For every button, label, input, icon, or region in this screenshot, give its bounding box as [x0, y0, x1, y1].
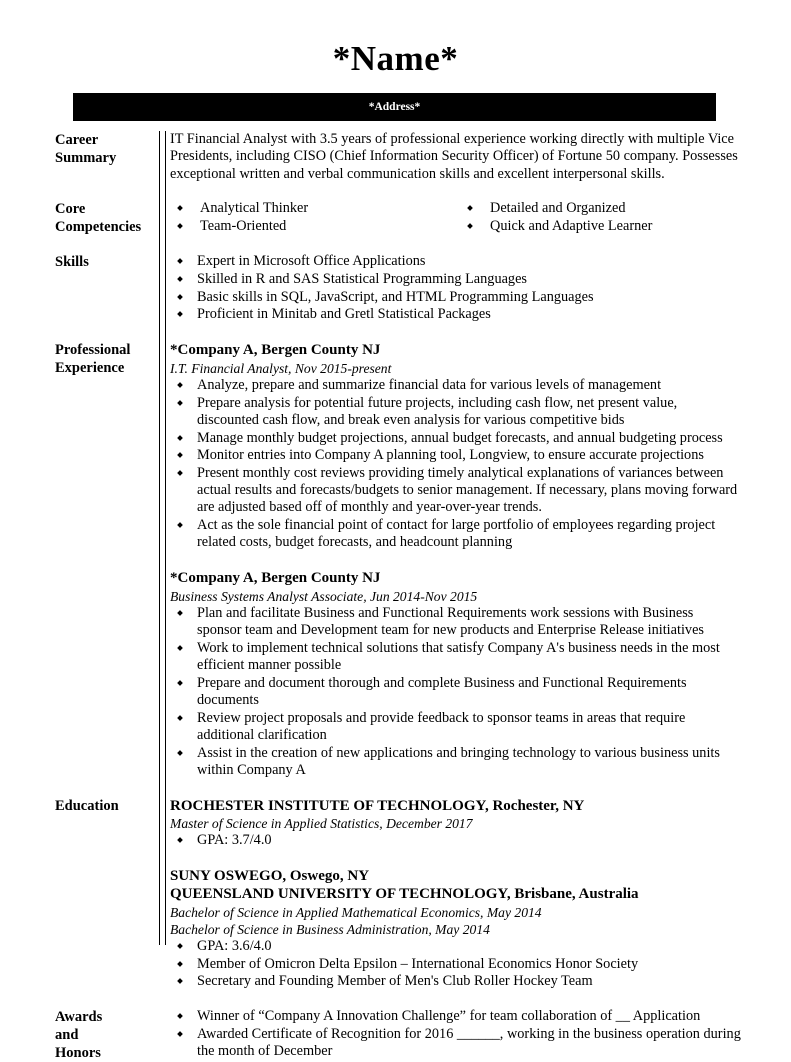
skills-content: [120, 253, 791, 324]
spacer: [170, 850, 741, 867]
list-item: Work to implement technical solutions that satisfy Company A's business needs in the most efficient manner possible: [170, 640, 741, 674]
section-skills: [0, 253, 791, 324]
list-item: Awarded Certificate of Recognition for 2016 ______, working in the business operation during the month of December: [170, 1026, 741, 1060]
list-item: Team-Oriented: [170, 218, 460, 235]
job-company: *Company A, Bergen County NJ: [170, 570, 381, 587]
core-competencies-content: [120, 200, 791, 235]
education-bullet-list: [170, 832, 741, 849]
section-education: [0, 797, 791, 991]
school-name: SUNY OSWEGO, Oswego, NY: [170, 867, 370, 884]
competencies-column-right: [460, 200, 741, 235]
school-name: ROCHESTER INSTITUTE OF TECHNOLOGY, Rochester, NY: [170, 797, 585, 814]
section-awards-and-honors: [0, 1008, 791, 1062]
list-item: Analyze, prepare and summarize financial data for various levels of management: [170, 377, 741, 394]
career-summary-text: IT Financial Analyst with 3.5 years of professional experience working directly with multiple Vice Presidents, including CISO (Chief Information Security Officer) of Fortune 50 company. Possesses exceptional written and verbal communication skills and excellent interpersonal skills.: [170, 131, 738, 182]
education-bullet-list: [170, 938, 741, 991]
section-label-skills: [0, 253, 120, 271]
competency-list-left: [170, 200, 460, 235]
awards-list: [170, 1008, 741, 1060]
school-name-secondary: QUEENSLAND UNIVERSITY OF TECHNOLOGY, Brisbane, Australia: [170, 886, 639, 903]
label-line-2: Competencies: [55, 219, 142, 236]
spacer: [0, 991, 791, 1008]
section-label-education: [0, 797, 120, 815]
address-text: *Address*: [368, 101, 421, 113]
spacer: [170, 552, 741, 569]
job-company: *Company A, Bergen County NJ: [170, 342, 381, 359]
degree-line: Bachelor of Science in Business Administration, May 2014: [170, 921, 490, 937]
label-line-1: Education: [55, 797, 119, 814]
address-banner: [73, 93, 716, 121]
section-label-awards: [0, 1008, 120, 1062]
label-line-1: Awards and: [55, 1008, 103, 1043]
job-bullet-list: [170, 377, 741, 552]
list-item: Quick and Adaptive Learner: [460, 218, 741, 235]
degree-line: Master of Science in Applied Statistics, December 2017: [170, 816, 473, 832]
job-entry: [170, 341, 741, 552]
list-item: Act as the sole financial point of contact for large portfolio of employees regarding project related costs, budget forecasts, and headcount planning: [170, 517, 741, 551]
section-label-career-summary: [0, 131, 120, 167]
competencies-columns: [170, 200, 741, 235]
degree-line: Bachelor of Science in Applied Mathematical Economics, May 2014: [170, 904, 542, 920]
label-line-2: Experience: [55, 360, 125, 377]
list-item: Monitor entries into Company A planning tool, Longview, to ensure accurate projections: [170, 447, 741, 464]
list-item: Analytical Thinker: [170, 200, 460, 217]
list-item: Proficient in Minitab and Gretl Statistical Packages: [170, 306, 741, 323]
list-item: Expert in Microsoft Office Applications: [170, 253, 741, 270]
job-entry: [170, 569, 741, 779]
competencies-column-left: [170, 200, 460, 235]
list-item: Winner of “Company A Innovation Challenge” for team collaboration of __ Application: [170, 1008, 741, 1025]
job-title-dates: I.T. Financial Analyst, Nov 2015-present: [170, 361, 392, 377]
spacer: [0, 780, 791, 797]
label-line-2: Summary: [55, 150, 117, 166]
list-item: Prepare and document thorough and complete Business and Functional Requirements documents: [170, 675, 741, 709]
resume-body: [0, 131, 791, 1062]
spacer: [0, 236, 791, 253]
list-item: GPA: 3.6/4.0: [170, 938, 741, 955]
job-title-dates: Business Systems Analyst Associate, Jun 2014-Nov 2015: [170, 589, 478, 605]
spacer: [0, 324, 791, 341]
skills-list: [170, 253, 741, 323]
label-line-1: Professional: [55, 342, 131, 359]
education-entry: [170, 797, 741, 850]
list-item: Detailed and Organized: [460, 200, 741, 217]
section-professional-experience: [0, 341, 791, 780]
competency-list-right: [460, 200, 741, 235]
spacer: [0, 183, 791, 200]
list-item: Review project proposals and provide feedback to sponsor teams in areas that require additional clarification: [170, 710, 741, 744]
section-label-professional-experience: [0, 341, 131, 377]
list-item: Member of Omicron Delta Epsilon – International Economics Honor Society: [170, 956, 741, 973]
label-line-2: Honors: [55, 1044, 101, 1061]
list-item: GPA: 3.7/4.0: [170, 832, 741, 849]
section-career-summary: [0, 131, 791, 183]
section-label-core-competencies: [0, 200, 142, 236]
awards-content: [120, 1008, 791, 1061]
list-item: Skilled in R and SAS Statistical Programming Languages: [170, 271, 741, 288]
list-item: Secretary and Founding Member of Men's Club Roller Hockey Team: [170, 973, 741, 990]
list-item: Assist in the creation of new applications and bringing technology to various business units within Company A: [170, 745, 741, 779]
list-item: Present monthly cost reviews providing timely analytical explanations of variances between actual results and forecasts/budgets to senior management. If necessary, plans moving forward are adjusted based off of monthly and year-over-year trends.: [170, 465, 741, 517]
job-bullet-list: [170, 605, 741, 779]
label-line-1: Core: [55, 201, 86, 218]
label-line-1: Career: [55, 132, 99, 148]
education-content: [120, 797, 791, 991]
professional-experience-content: [120, 341, 791, 780]
page-title: *Name*: [332, 39, 459, 78]
section-core-competencies: [0, 200, 791, 236]
list-item: Basic skills in SQL, JavaScript, and HTML Programming Languages: [170, 289, 741, 306]
education-entry: [170, 867, 741, 991]
list-item: Prepare analysis for potential future projects, including cash flow, net present value, discounted cash flow, and break even analysis for various competitive bids: [170, 395, 741, 429]
list-item: Manage monthly budget projections, annual budget forecasts, and annual budgeting process: [170, 430, 741, 447]
career-summary-content: [120, 131, 791, 183]
label-line-1: Skills: [55, 254, 89, 271]
list-item: Plan and facilitate Business and Functional Requirements work sessions with Business sponsor team and Development team for new products and Enterprise Release initiatives: [170, 605, 741, 639]
